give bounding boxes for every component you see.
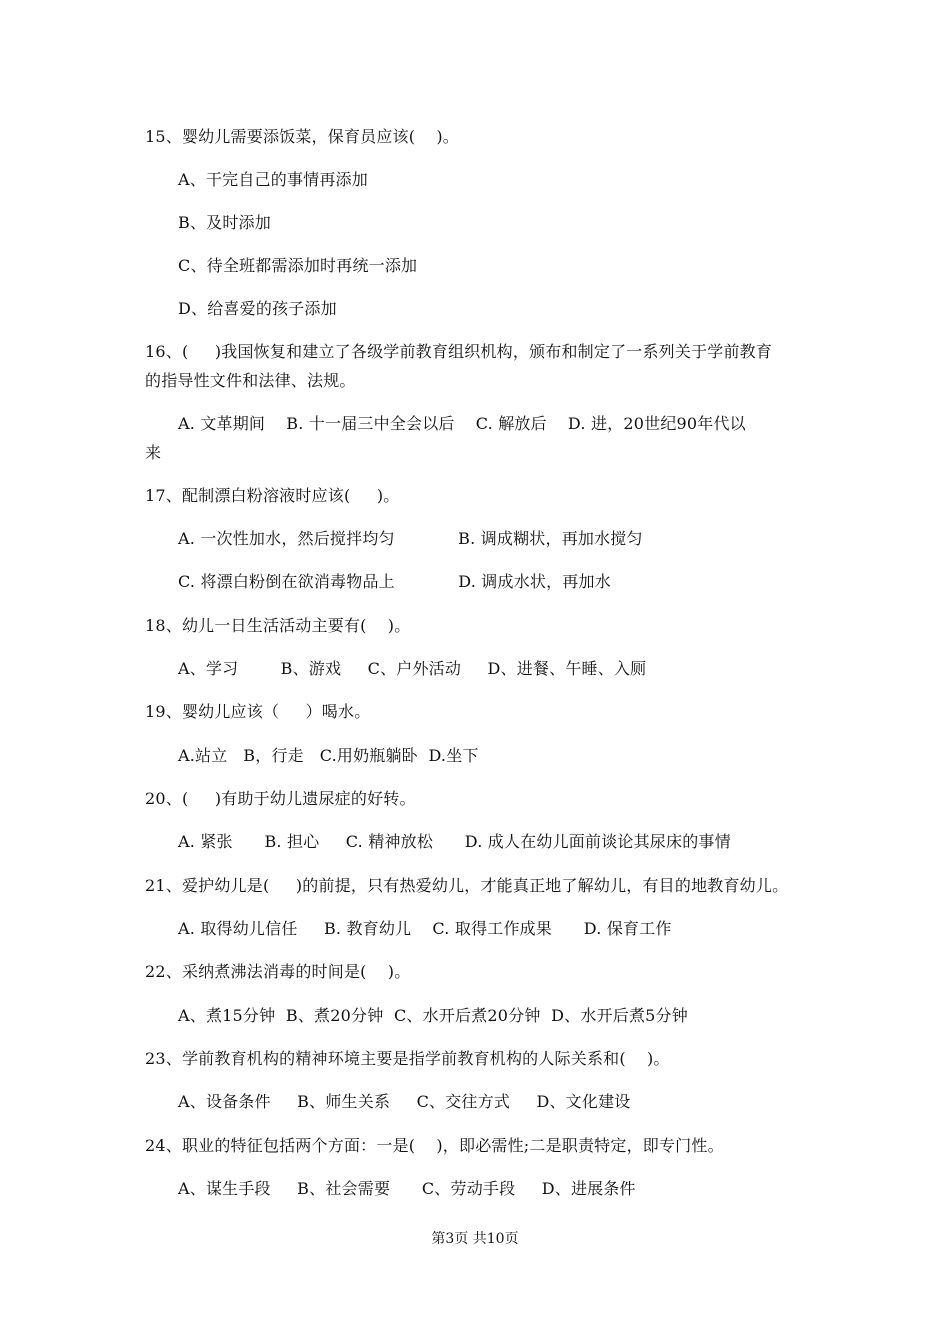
question-16-stem-line1: 16、( )我国恢复和建立了各级学前教育组织机构，颁布和制定了一系列关于学前教育 [145,342,773,361]
question-20-options: A. 紧张 B. 担心 C. 精神放松 D. 成人在幼儿面前谈论其尿床的事情 [178,832,731,851]
question-16-stem-line2: 的指导性文件和法律、法规。 [145,371,356,390]
question-15-stem: 15、婴幼儿需要添饭菜，保育员应该( )。 [145,127,459,146]
page-number-footer: 第3页 共10页 [431,1231,519,1247]
question-15-option-a: A、干完自己的事情再添加 [178,170,368,189]
question-21-options: A. 取得幼儿信任 B. 教育幼儿 C. 取得工作成果 D. 保育工作 [178,919,672,938]
question-18-stem: 18、幼儿一日生活活动主要有( )。 [145,616,411,635]
question-21-stem: 21、爱护幼儿是( )的前提，只有热爱幼儿，才能真正地了解幼儿，有目的地教育幼儿。 [145,876,789,895]
question-15-option-c: C、待全班都需添加时再统一添加 [178,256,418,275]
question-16-options-line1: A. 文革期间 B. 十一届三中全会以后 C. 解放后 D. 进，20世纪90年代以 [178,414,746,433]
question-17-options-line1: A. 一次性加水，然后搅拌均匀 B. 调成糊状，再加水搅匀 [178,529,643,548]
question-17-options-line2: C. 将漂白粉倒在欲消毒物品上 D. 调成水状，再加水 [178,572,611,591]
question-22-options: A、煮15分钟 B、煮20分钟 C、水开后煮20分钟 D、水开后煮5分钟 [178,1006,688,1025]
question-23-stem: 23、学前教育机构的精神环境主要是指学前教育机构的人际关系和( )。 [145,1049,670,1068]
question-20-stem: 20、( )有助于幼儿遗尿症的好转。 [145,789,416,808]
question-19-options: A.站立 B，行走 C.用奶瓶躺卧 D.坐下 [178,746,479,765]
question-24-stem: 24、职业的特征包括两个方面：一是( )，即必需性;二是职责特定，即专门性。 [145,1136,724,1155]
question-16-options-line2: 来 [145,443,162,462]
question-23-options: A、设备条件 B、师生关系 C、交往方式 D、文化建设 [178,1092,631,1111]
question-15-option-d: D、给喜爱的孩子添加 [178,299,337,318]
question-18-options: A、学习 B、游戏 C、户外活动 D、进餐、午睡、入厕 [178,659,647,678]
question-17-stem: 17、配制漂白粉溶液时应该( )。 [145,486,400,505]
question-15-option-b: B、及时添加 [178,213,271,232]
question-19-stem: 19、婴幼儿应该（ ）喝水。 [145,702,371,721]
question-24-options: A、谋生手段 B、社会需要 C、劳动手段 D、进展条件 [178,1179,636,1198]
question-22-stem: 22、采纳煮沸法消毒的时间是( )。 [145,962,411,981]
